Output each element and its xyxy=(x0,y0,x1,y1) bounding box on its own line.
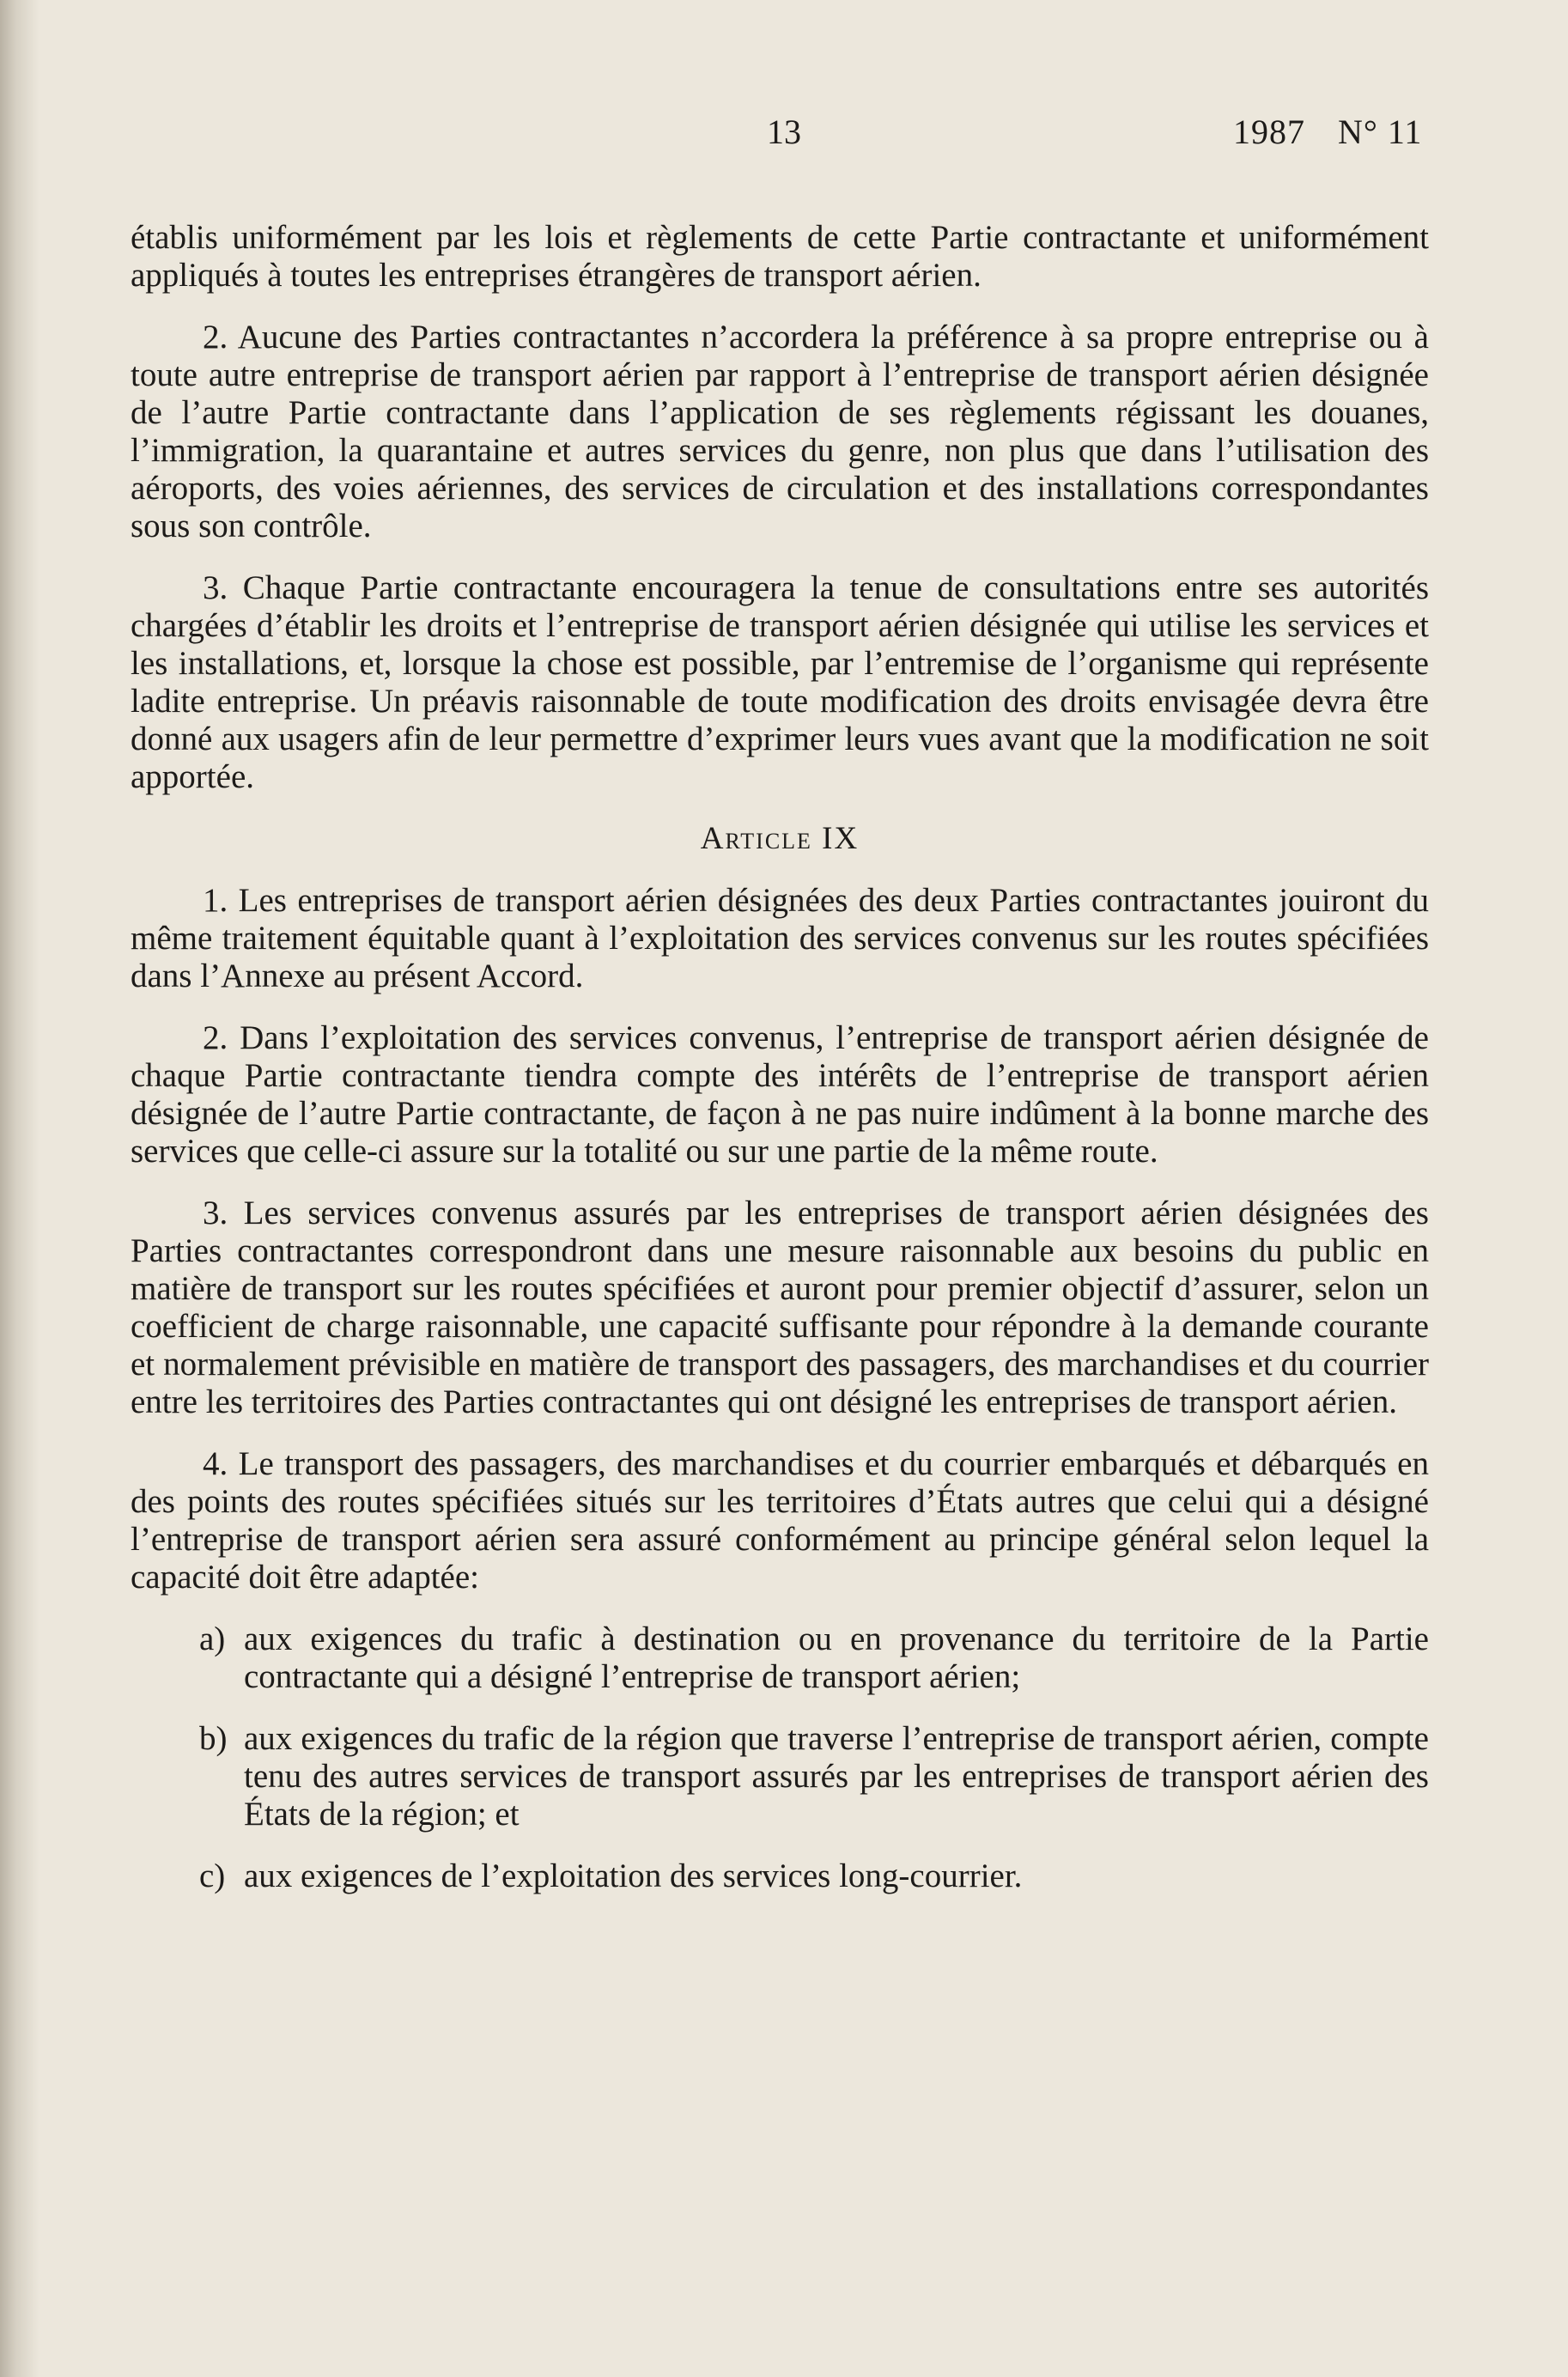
list-item xyxy=(131,1857,1429,1895)
paragraph-3: 3. Chaque Partie contractante encouragera la tenue de consultations entre ses autorités chargées d’établir les droits et l’entreprise de transport aérien désignée qui utilise les services et les installations, et, lorsque la chose est possible, par l’entremise de l’organisme qui représente ladite entreprise. Un préavis raisonnable de toute modification des droits envisagée devra être donné aux usagers afin de leur permettre d’exprimer leurs vues avant que la modification ne soit apportée. xyxy=(131,569,1429,795)
page-body xyxy=(131,219,1429,1919)
list-item-label: a) xyxy=(199,1620,226,1657)
list-item-text: aux exigences de l’exploitation des services long-courrier. xyxy=(244,1857,1023,1894)
document-number: N° 11 xyxy=(1338,112,1423,151)
list-item-text: aux exigences du trafic à destination ou en provenance du territoire de la Partie contractante qui a désigné l’entreprise de transport aérien; xyxy=(244,1620,1429,1695)
list-item-label: b) xyxy=(199,1720,228,1757)
list-item xyxy=(131,1720,1429,1833)
article-paragraph-1: 1. Les entreprises de transport aérien désignées des deux Parties contractantes jouiront du même traitement équitable quant à l’exploitation des services convenus sur les routes spécifiées dans l’Annexe au présent Accord. xyxy=(131,882,1429,994)
document-year: 1987 xyxy=(1233,112,1305,151)
running-header xyxy=(0,112,1568,163)
document-reference xyxy=(1233,112,1422,152)
list-item xyxy=(131,1620,1429,1696)
paragraph-2: 2. Aucune des Parties contractantes n’accordera la préférence à sa propre entreprise ou à toute autre entreprise de transport aérien par rapport à l’entreprise de transport aérien désignée de l’autre Partie contractante dans l’application de ses règlements régissant les douanes, l’immigration, la quarantaine et autres services du genre, non plus que dans l’utilisation des aéroports, des voies aériennes, des services de circulation et des installations correspondantes sous son contrôle. xyxy=(131,319,1429,544)
article-paragraph-2: 2. Dans l’exploitation des services convenus, l’entreprise de transport aérien désignée de chaque Partie contractante tiendra compte des intérêts de l’entreprise de transport aérien désignée de l’autre Partie contractante, de façon à ne pas nuire indûment à la bonne marche des services que celle-ci assure sur la totalité ou sur une partie de la même route. xyxy=(131,1019,1429,1170)
article-paragraph-4: 4. Le transport des passagers, des marchandises et du courrier embarqués et débarqués en des points des routes spécifiées situés sur les territoires d’États autres que celui qui a désigné l’entreprise de transport aérien sera assuré conformément au principe général selon lequel la capacité doit être adaptée: xyxy=(131,1445,1429,1596)
article-paragraph-3: 3. Les services convenus assurés par les entreprises de transport aérien désignées des Parties contractantes correspondront dans une mesure raisonnable aux besoins du public en matière de transport sur les routes spécifiées et auront pour premier objectif d’assurer, selon un coefficient de charge raisonnable, une capacité suffisante pour répondre à la demande courante et normalement prévisible en matière de transport des passagers, des marchandises et du courrier entre les territoires des Parties contractantes qui ont désigné les entreprises de transport aérien. xyxy=(131,1195,1429,1420)
page-binding-edge xyxy=(0,0,40,2377)
capacity-criteria-list xyxy=(131,1620,1429,1895)
paragraph-continuation: établis uniformément par les lois et règlements de cette Partie contractante et uniformément appliqués à toutes les entreprises étrangères de transport aérien. xyxy=(131,219,1429,294)
list-item-label: c) xyxy=(199,1857,226,1894)
article-heading: Article IX xyxy=(700,821,860,856)
page-number: 13 xyxy=(767,112,801,151)
list-item-text: aux exigences du trafic de la région que traverse l’entreprise de transport aérien, compte tenu des autres services de transport assurés par les entreprises de transport aérien des États de la région; et xyxy=(244,1720,1429,1833)
